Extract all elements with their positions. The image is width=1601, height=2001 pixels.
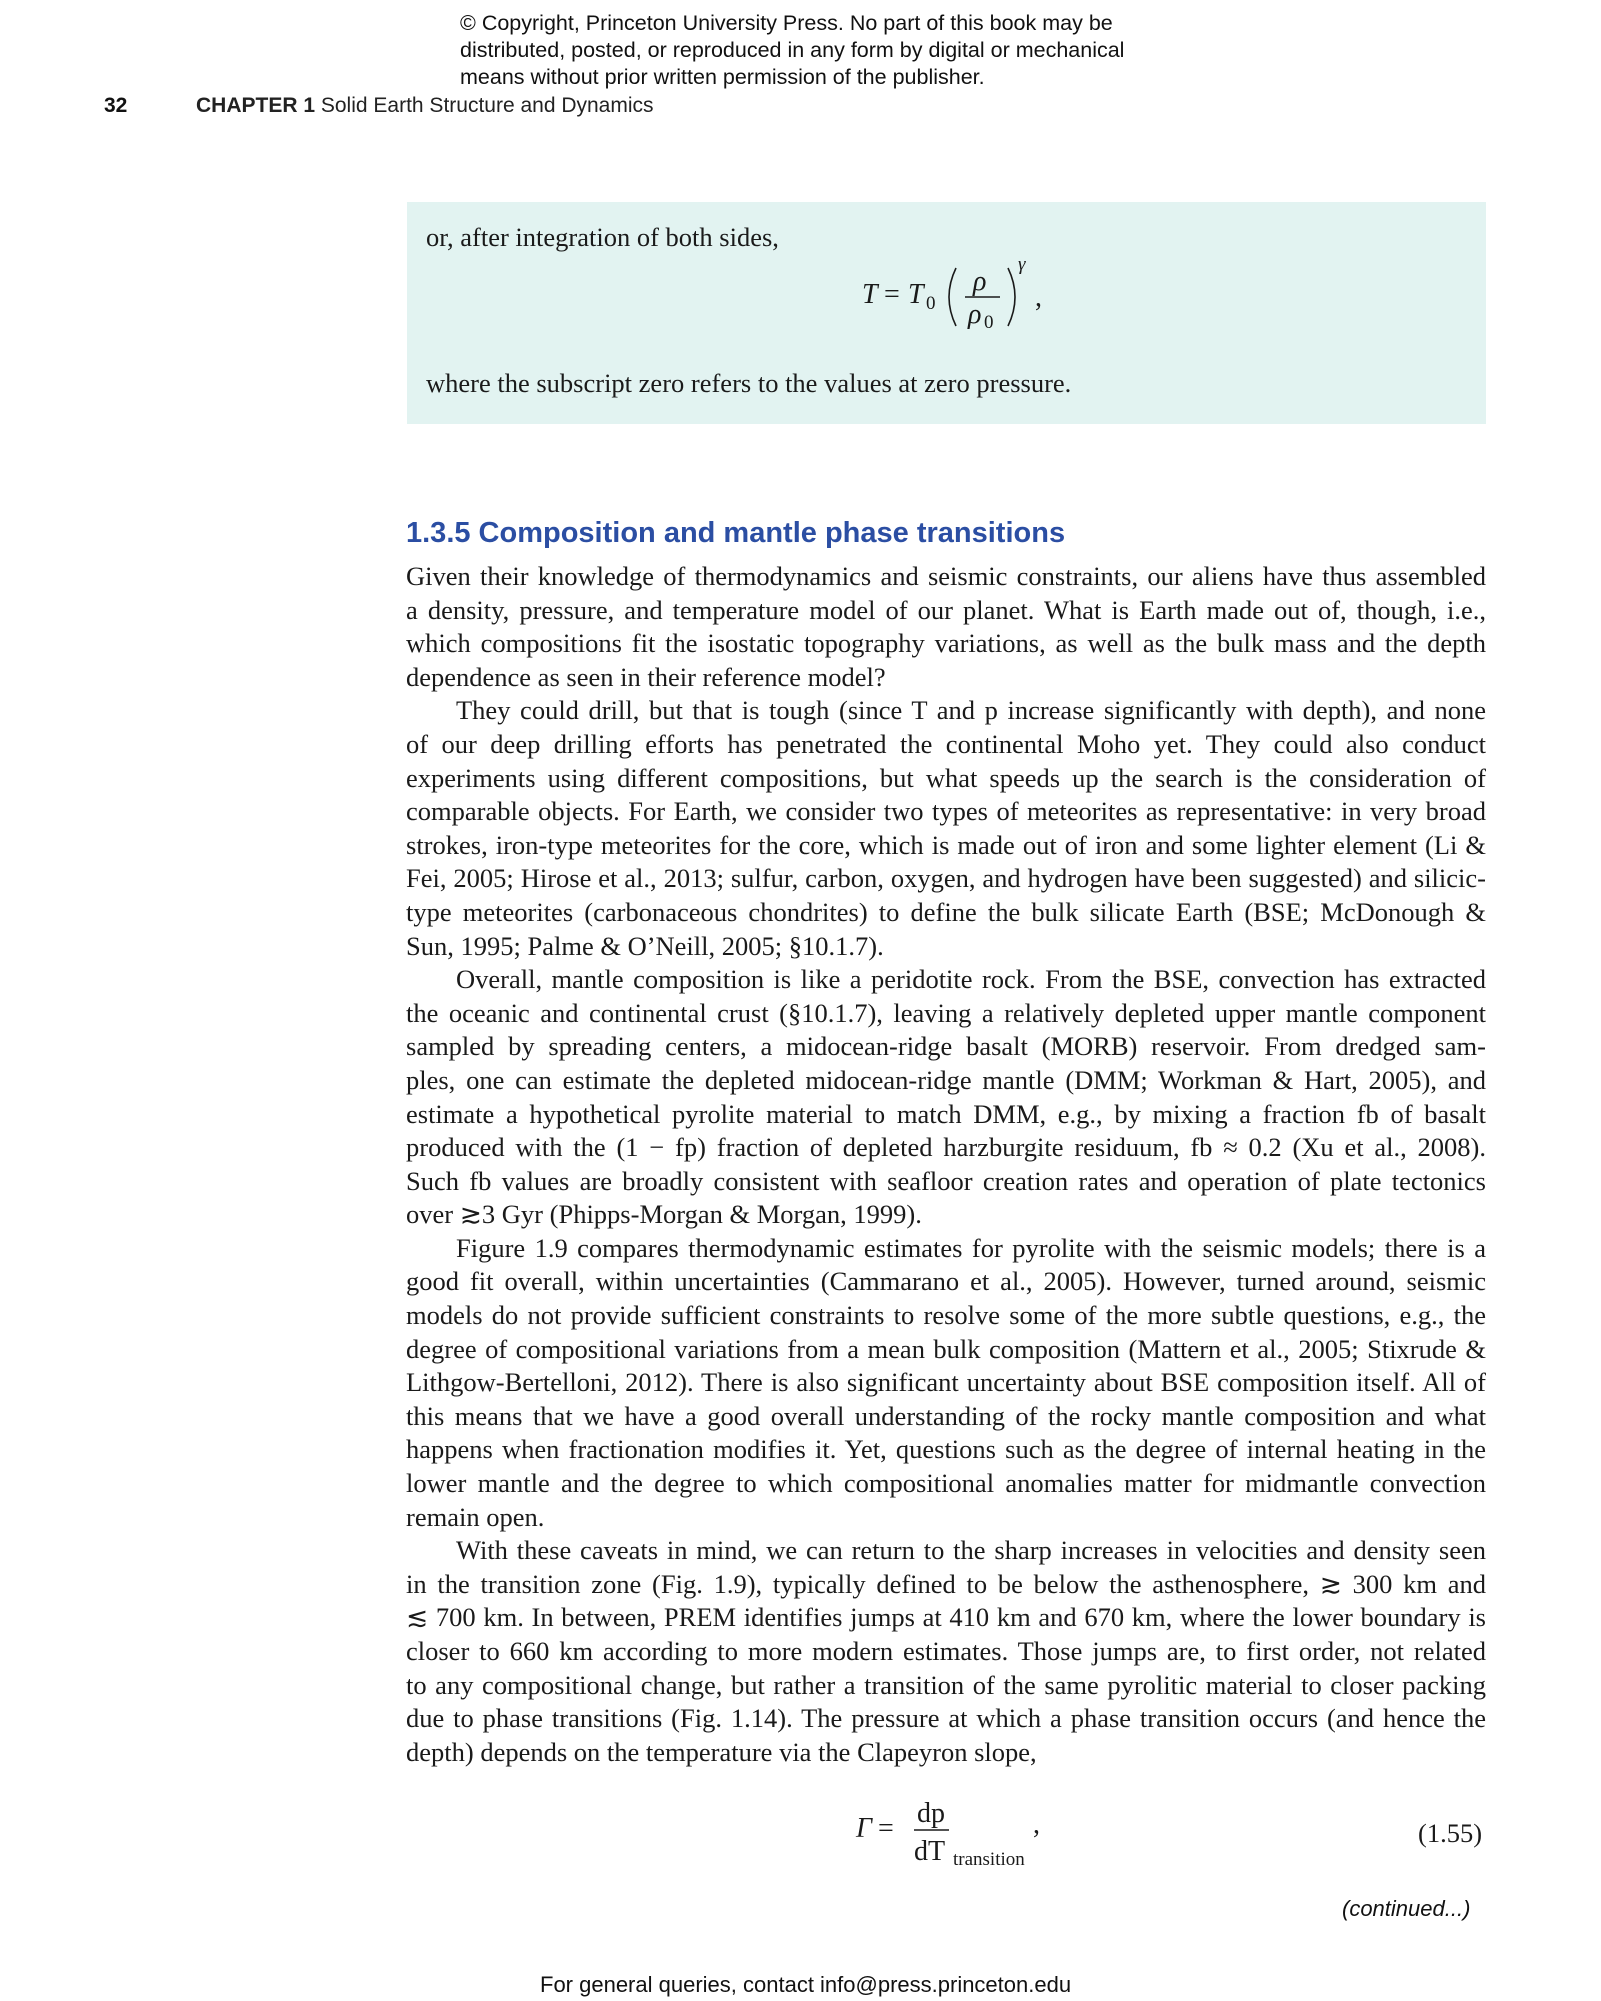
text-line: degree of compositional variations from a mean bulk composition (Mattern et al., 2005; Stixrude & bbox=[406, 1333, 1486, 1364]
text-line: Sun, 1995; Palme & O’Neill, 2005; §10.1.7). bbox=[406, 930, 884, 961]
text-line: estimate a hypothetical pyrolite material to match DMM, e.g., by mixing a fraction fb of basalt bbox=[406, 1098, 1486, 1129]
text-line: Lithgow-Bertelloni, 2012). There is also significant uncertainty about BSE composition itself. All of bbox=[406, 1367, 1486, 1398]
copyright-line: © Copyright, Princeton University Press. No part of this book may be bbox=[460, 11, 1113, 35]
text-line: depth) depends on the temperature via the Clapeyron slope, bbox=[406, 1736, 1037, 1767]
text-line: They could drill, but that is tough (since T and p increase significantly with depth), and none bbox=[456, 695, 1486, 726]
text-line: type meteorites (carbonaceous chondrites) to define the bulk silicate Earth (BSE; McDonough & bbox=[406, 896, 1486, 927]
chapter-label: CHAPTER 1 bbox=[196, 94, 316, 117]
text-line: comparable objects. For Earth, we consider two types of meteorites as representative: in very broad bbox=[406, 796, 1486, 827]
eq2-denominator: dT bbox=[914, 1836, 946, 1867]
text-line: due to phase transitions (Fig. 1.14). The pressure at which a phase transition occurs (and hence the bbox=[406, 1703, 1486, 1734]
text-line: in the transition zone (Fig. 1.9), typically defined to be below the asthenosphere, ≳ 300 km and bbox=[406, 1568, 1486, 1599]
text-line: Figure 1.9 compares thermodynamic estimates for pyrolite with the seismic models; there is a bbox=[456, 1232, 1486, 1263]
page-number: 32 bbox=[104, 94, 128, 117]
text-line: Such fb values are broadly consistent with seafloor creation rates and operation of plate tectonics bbox=[406, 1165, 1486, 1196]
text-line: ples, one can estimate the depleted midocean-ridge mantle (DMM; Workman & Hart, 2005), and bbox=[406, 1064, 1486, 1095]
text-line: Given their knowledge of thermodynamics and seismic constraints, our aliens have thus assembled bbox=[406, 561, 1486, 591]
text-line: ≲ 700 km. In between, PREM identifies jumps at 410 km and 670 km, where the lower boundary is bbox=[406, 1602, 1486, 1633]
box-intro-text: or, after integration of both sides, bbox=[426, 222, 779, 252]
text-line: strokes, iron-type meteorites for the core, which is made out of iron and some lighter element (Li & bbox=[406, 829, 1486, 860]
text-line: With these caveats in mind, we can return to the sharp increases in velocities and density seen bbox=[456, 1535, 1486, 1566]
copyright-line: means without prior written permission of the publisher. bbox=[460, 65, 985, 89]
text-line: Fei, 2005; Hirose et al., 2013; sulfur, carbon, oxygen, and hydrogen have been suggested) and silicic- bbox=[406, 863, 1486, 894]
box-outro-text: where the subscript zero refers to the values at zero pressure. bbox=[426, 368, 1072, 398]
eq-denominator: ρ bbox=[968, 299, 982, 330]
text-line: experiments using different compositions, but what speeds up the search is the consideration of bbox=[406, 762, 1486, 793]
eq-lhs: T bbox=[862, 279, 878, 310]
highlight-box bbox=[407, 202, 1486, 424]
text-line: lower mantle and the degree to which compositional anomalies matter for midmantle convection bbox=[406, 1468, 1486, 1499]
text-line: Overall, mantle composition is like a peridotite rock. From the BSE, convection has extracted bbox=[456, 964, 1486, 995]
eq-coef: T bbox=[908, 279, 924, 310]
text-line: dependence as seen in their reference model? bbox=[406, 661, 886, 692]
text-line: models do not provide sufficient constraints to resolve some of the more subtle questions, e.g., the bbox=[406, 1300, 1486, 1331]
eq-equals: = bbox=[884, 279, 900, 310]
text-line: which compositions fit the isostatic topography variations, as well as the bulk mass and the depth bbox=[406, 628, 1486, 659]
text-line: produced with the (1 − fp) fraction of depleted harzburgite residuum, fb ≈ 0.2 (Xu et al., 2008). bbox=[406, 1132, 1486, 1163]
left-paren-icon bbox=[949, 268, 956, 326]
eq-trailing: , bbox=[1035, 282, 1042, 313]
continued-note: (continued...) bbox=[1342, 1896, 1471, 1921]
chapter-title: Solid Earth Structure and Dynamics bbox=[320, 94, 654, 117]
clapeyron-equation bbox=[850, 1795, 1050, 1875]
running-head bbox=[196, 94, 654, 118]
copyright-notice bbox=[460, 10, 1220, 91]
eq2-equals: = bbox=[878, 1813, 894, 1844]
text-line: to any compositional change, but rather a transition of the same pyrolitic material to closer packing bbox=[406, 1669, 1486, 1700]
eq2-subscript: transition bbox=[953, 1849, 1025, 1870]
eq-coef-sub: 0 bbox=[926, 293, 936, 314]
section-heading: 1.3.5 Composition and mantle phase transitions bbox=[406, 517, 1066, 549]
text-line: the oceanic and continental crust (§10.1.7), leaving a relatively depleted upper mantle component bbox=[406, 997, 1486, 1028]
text-line: happens when fractionation modifies it. Yet, questions such as the degree of internal heating in the bbox=[406, 1434, 1486, 1465]
text-line: over ≳3 Gyr (Phipps-Morgan & Morgan, 1999). bbox=[406, 1199, 922, 1230]
eq2-trailing: , bbox=[1033, 1809, 1040, 1840]
text-line: a density, pressure, and temperature model of our planet. What is Earth made out of, though, i.e., bbox=[406, 594, 1486, 625]
text-line: sampled by spreading centers, a midocean-ridge basalt (MORB) reservoir. From dredged sam- bbox=[406, 1031, 1486, 1062]
eq2-numerator: dp bbox=[917, 1798, 945, 1829]
text-line: good fit overall, within uncertainties (Cammarano et al., 2005). However, turned around, seismic bbox=[406, 1266, 1486, 1297]
equation-number: (1.55) bbox=[1418, 1818, 1483, 1848]
text-line: remain open. bbox=[406, 1501, 545, 1532]
right-paren-icon bbox=[1008, 268, 1015, 326]
body-text bbox=[406, 560, 1486, 1769]
text-line: of our deep drilling efforts has penetrated the continental Moho yet. They could also conduct bbox=[406, 728, 1486, 759]
eq2-lhs: Γ bbox=[856, 1813, 872, 1844]
temperature-equation bbox=[852, 252, 1052, 352]
eq-numerator: ρ bbox=[973, 266, 987, 297]
text-line: this means that we have a good overall understanding of the rocky mantle composition and what bbox=[406, 1400, 1486, 1431]
footer-contact: For general queries, contact info@press.princeton.edu bbox=[540, 1972, 1072, 1997]
copyright-line: distributed, posted, or reproduced in any form by digital or mechanical bbox=[460, 38, 1125, 62]
eq-denominator-sub: 0 bbox=[984, 312, 994, 333]
text-line: closer to 660 km according to more modern estimates. Those jumps are, to first order, not related bbox=[406, 1636, 1486, 1666]
eq-exponent: γ bbox=[1018, 254, 1026, 275]
